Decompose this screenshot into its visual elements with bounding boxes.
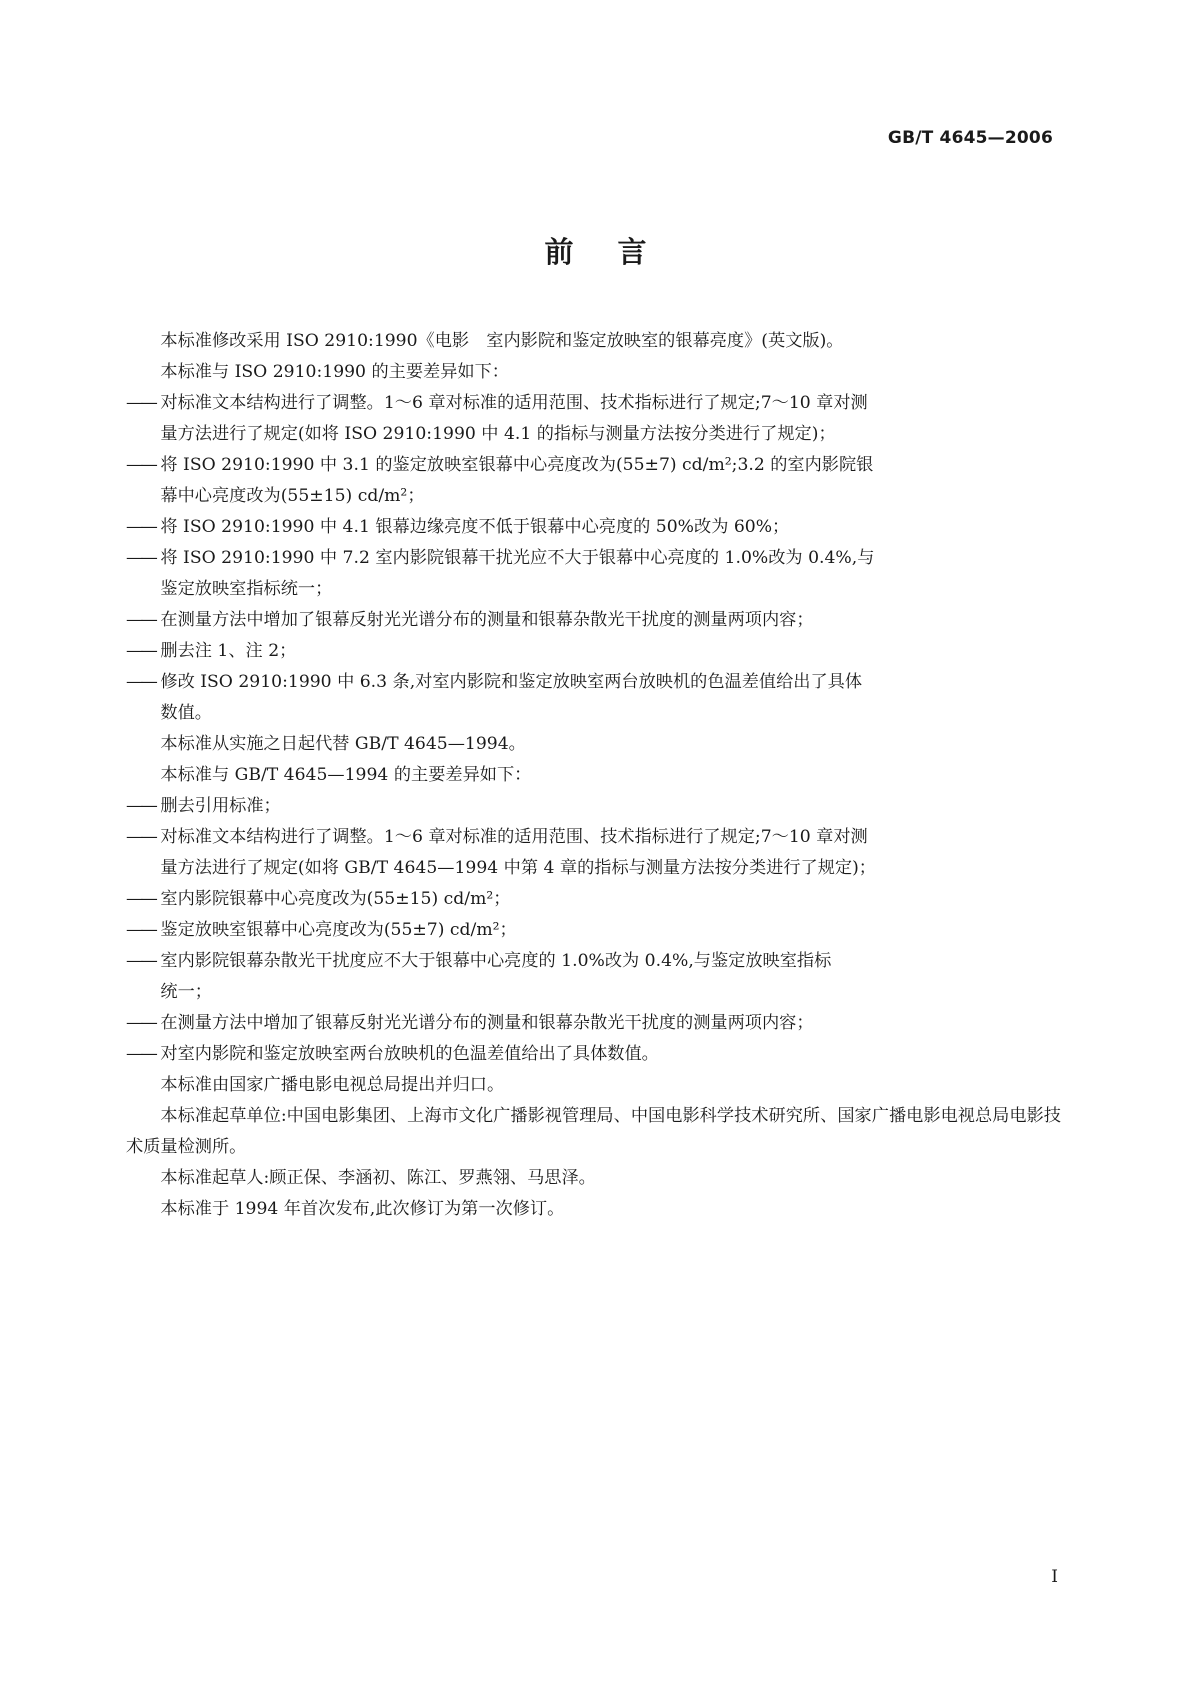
list-item-text: 删去注 1、注 2； — [160, 641, 297, 661]
list-item-continuation: 数值。 — [160, 703, 212, 723]
list-item-text: 室内影院银幕中心亮度改为(55±15) cd/m²； — [160, 889, 511, 909]
iso-differences-list — [126, 388, 1061, 729]
list-item-text: 删去引用标准； — [160, 796, 281, 816]
paragraph-drafters: 本标准起草人:顾正保、李涵初、陈江、罗燕翎、马思泽。 — [160, 1168, 596, 1188]
list-dash: —— — [126, 889, 156, 909]
list-dash: —— — [126, 796, 156, 816]
list-item-text: 在测量方法中增加了银幕反射光光谱分布的测量和银幕杂散光干扰度的测量两项内容； — [160, 1013, 814, 1033]
list-item-continuation: 统一； — [160, 982, 212, 1002]
paragraph-replaces: 本标准从实施之日起代替 GB/T 4645—1994。 — [160, 734, 526, 754]
list-item — [126, 884, 1061, 915]
list-dash: —— — [126, 548, 156, 568]
page-title — [0, 230, 1191, 271]
list-dash: —— — [126, 951, 156, 971]
paragraph-revision-history: 本标准于 1994 年首次发布,此次修订为第一次修订。 — [160, 1199, 565, 1219]
list-item-text: 鉴定放映室银幕中心亮度改为(55±7) cd/m²； — [160, 920, 517, 940]
list-dash: —— — [126, 672, 156, 692]
list-dash: —— — [126, 827, 156, 847]
title-char-1: 前 — [544, 235, 574, 269]
list-item-text: 室内影院银幕杂散光干扰度应不大于银幕中心亮度的 1.0%改为 0.4%,与鉴定放映室指标 — [160, 951, 832, 971]
list-dash: —— — [126, 517, 156, 537]
paragraph-iso-differences-intro: 本标准与 ISO 2910:1990 的主要差异如下： — [160, 362, 509, 382]
paragraph-adoption: 本标准修改采用 ISO 2910:1990《电影 室内影院和鉴定放映室的银幕亮度》(英文版)。 — [160, 331, 844, 351]
list-dash: —— — [126, 920, 156, 940]
paragraph-gb-differences-intro: 本标准与 GB/T 4645—1994 的主要差异如下： — [160, 765, 532, 785]
list-item — [126, 1039, 1061, 1070]
list-item — [126, 450, 1061, 512]
list-item — [126, 822, 1061, 884]
list-item-continuation: 鉴定放映室指标统一； — [160, 579, 333, 599]
list-dash: —— — [126, 1044, 156, 1064]
paragraph-drafting-units: 本标准起草单位:中国电影集团、上海市文化广播影视管理局、中国电影科学技术研究所、国家广播电影电视总局电影技术质量检测所。 — [126, 1106, 1061, 1157]
list-item — [126, 388, 1061, 450]
gb-differences-list — [126, 791, 1061, 1070]
list-item — [126, 543, 1061, 605]
list-dash: —— — [126, 610, 156, 630]
list-item-text: 将 ISO 2910:1990 中 3.1 的鉴定放映室银幕中心亮度改为(55±7) cd/m²;3.2 的室内影院银 — [160, 455, 874, 475]
list-item — [126, 605, 1061, 636]
list-dash: —— — [126, 1013, 156, 1033]
list-item-continuation: 量方法进行了规定(如将 GB/T 4645—1994 中第 4 章的指标与测量方法按分类进行了规定)； — [160, 858, 876, 878]
list-item-text: 将 ISO 2910:1990 中 7.2 室内影院银幕干扰光应不大于银幕中心亮度的 1.0%改为 0.4%,与 — [160, 548, 875, 568]
page-number: I — [1051, 1567, 1058, 1587]
list-item-text: 将 ISO 2910:1990 中 4.1 银幕边缘亮度不低于银幕中心亮度的 50%改为 60%； — [160, 517, 790, 537]
list-item-text: 修改 ISO 2910:1990 中 6.3 条,对室内影院和鉴定放映室两台放映机的色温差值给出了具体 — [160, 672, 863, 692]
list-dash: —— — [126, 641, 156, 661]
list-item — [126, 667, 1061, 729]
title-char-2: 言 — [617, 235, 647, 269]
list-item — [126, 791, 1061, 822]
list-item — [126, 915, 1061, 946]
list-item-continuation: 幕中心亮度改为(55±15) cd/m²； — [160, 486, 425, 506]
standard-number: GB/T 4645—2006 — [887, 128, 1053, 148]
list-item — [126, 1008, 1061, 1039]
foreword-body — [126, 326, 1061, 1225]
list-item — [126, 512, 1061, 543]
list-item-continuation: 量方法进行了规定(如将 ISO 2910:1990 中 4.1 的指标与测量方法按分类进行了规定)； — [160, 424, 836, 444]
paragraph-proposer: 本标准由国家广播电影电视总局提出并归口。 — [160, 1075, 505, 1095]
list-item-text: 对标准文本结构进行了调整。1～6 章对标准的适用范围、技术指标进行了规定;7～10 章对测 — [160, 827, 868, 847]
list-item-text: 对室内影院和鉴定放映室两台放映机的色温差值给出了具体数值。 — [160, 1044, 659, 1064]
list-dash: —— — [126, 393, 156, 413]
list-item-text: 在测量方法中增加了银幕反射光光谱分布的测量和银幕杂散光干扰度的测量两项内容； — [160, 610, 814, 630]
list-item — [126, 636, 1061, 667]
list-item-text: 对标准文本结构进行了调整。1～6 章对标准的适用范围、技术指标进行了规定;7～10 章对测 — [160, 393, 868, 413]
list-dash: —— — [126, 455, 156, 475]
list-item — [126, 946, 1061, 1008]
